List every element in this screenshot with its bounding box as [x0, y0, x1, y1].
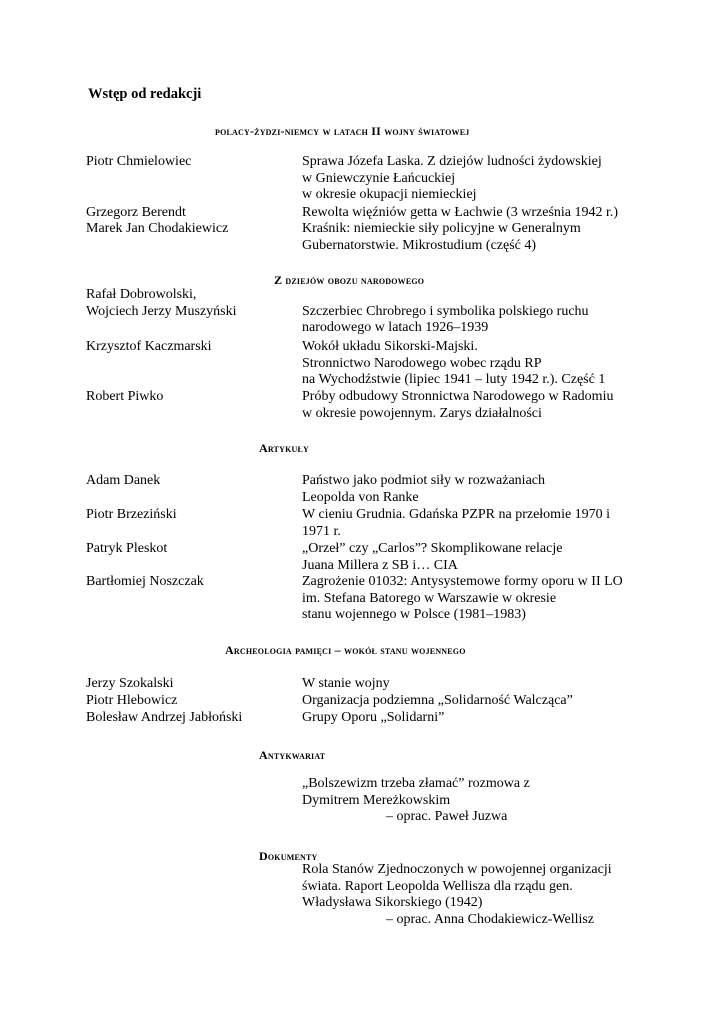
title-line: Kraśnik: niemieckie siły policyjne w Generalnym: [302, 221, 581, 236]
author-name: Krzysztof Kaczmarski: [86, 339, 212, 354]
title-line: im. Stefana Batorego w Warszawie w okresie: [302, 590, 557, 606]
title-line: Grupy Oporu „Solidarni”: [302, 710, 445, 725]
entry-author: [86, 693, 177, 710]
entry-title: [302, 862, 647, 928]
author-name: Adam Danek: [86, 473, 161, 488]
entry-author: [86, 507, 177, 524]
title-line: W stanie wojny: [302, 676, 390, 691]
author-name: Patryk Pleskot: [86, 541, 168, 556]
title-line: W cieniu Grudnia. Gdańska PZPR na przełomie 1970 i: [302, 507, 611, 522]
entry-author: [86, 339, 212, 356]
entry-author: [86, 205, 186, 222]
section-heading: Antykwariat: [259, 748, 326, 762]
author-name: Robert Piwko: [86, 389, 164, 404]
editor-credit: – oprac. Anna Chodakiewicz-Wellisz: [386, 911, 595, 927]
title-line: Sprawa Józefa Laska. Z dziejów ludności żydowskiej: [302, 154, 602, 169]
title-line: Gubernatorstwie. Mikrostudium (część 4): [302, 237, 537, 253]
title-line: Organizacja podziemna „Solidarność Walcząca”: [302, 693, 573, 708]
entry-title: [302, 776, 647, 826]
title-line: Rewolta więźniów getta w Łachwie (3 września 1942 r.): [302, 205, 619, 220]
title-line: Stronnictwo Narodowego wobec rządu RP: [302, 355, 542, 371]
title-line: w Gniewczynie Łańcuckiej: [302, 170, 456, 186]
title-line: „Orzeł” czy „Carlos”? Skomplikowane relacje: [302, 541, 563, 556]
title-line: stanu wojennego w Polsce (1981–1983): [302, 607, 526, 622]
title-line: Rola Stanów Zjednoczonych w powojennej organizacji: [302, 862, 612, 877]
entry-title: [302, 473, 647, 506]
title-line: na Wychodźstwie (lipiec 1941 – luty 1942 r.). Część 1: [302, 372, 606, 387]
author-name: Bolesław Andrzej Jabłoński: [86, 710, 243, 725]
entry-author: [86, 574, 204, 591]
entry-author: [86, 676, 173, 693]
title-line: Szczerbiec Chrobrego i symbolika polskiego ruchu: [302, 303, 589, 319]
entry-title: [302, 507, 647, 540]
title-line: 1971 r.: [302, 523, 341, 539]
author-name: Wojciech Jerzy Muszyński: [86, 303, 237, 319]
author-name: Grzegorz Berendt: [86, 205, 186, 220]
title-line: w okresie powojennym. Zarys działalności: [302, 405, 542, 421]
section-heading: Dokumenty: [259, 849, 318, 863]
entry-author: [86, 287, 237, 320]
entry-author: [86, 541, 167, 558]
entry-title: [302, 710, 647, 727]
editor-credit: – oprac. Paweł Juzwa: [386, 809, 508, 824]
entry-title: [302, 154, 647, 204]
entry-title: [302, 574, 647, 624]
entry-author: [86, 473, 160, 490]
author-name: Rafał Dobrowolski,: [86, 287, 197, 302]
entry-author: [86, 154, 191, 171]
entry-author: [86, 221, 228, 238]
author-name: Piotr Hlebowicz: [86, 693, 178, 708]
entry-title: [302, 676, 647, 693]
title-line: w okresie okupacji niemieckiej: [302, 187, 477, 202]
author-name: Piotr Brzeziński: [86, 507, 177, 522]
author-name: Marek Jan Chodakiewicz: [86, 221, 229, 236]
section-heading: Z dziejów obozu narodowego: [274, 273, 425, 287]
section-heading: Artykuły: [259, 441, 309, 455]
title-line: Władysława Sikorskiego (1942): [302, 895, 483, 910]
author-name: Bartłomiej Noszczak: [86, 574, 204, 589]
title-line: narodowego w latach 1926–1939: [302, 320, 489, 335]
title-line: Juana Millera z SB i… CIA: [302, 557, 458, 573]
title-line: Wokół układu Sikorski-Majski.: [302, 339, 478, 354]
section-heading: polacy-żydzi-niemcy w latach II wojny światowej: [215, 124, 470, 138]
entry-title: [302, 389, 647, 422]
title-line: Próby odbudowy Stronnictwa Narodowego w Radomiu: [302, 389, 614, 404]
title-line: Leopolda von Ranke: [302, 489, 419, 505]
entry-author: [86, 710, 242, 727]
title-line: Państwo jako podmiot siły w rozważaniach: [302, 473, 546, 488]
entry-title: [302, 339, 647, 389]
entry-title: [302, 205, 647, 222]
entry-title: [302, 693, 647, 710]
title-line: Zagrożenie 01032: Antysystemowe formy oporu w II LO: [302, 574, 623, 589]
intro-heading: Wstęp od redakcji: [88, 86, 202, 102]
author-name: Jerzy Szokalski: [86, 676, 174, 691]
title-line: [302, 287, 647, 304]
entry-title: [302, 287, 647, 337]
author-name: Piotr Chmielowiec: [86, 154, 192, 169]
section-heading: Archeologia pamięci – wokół stanu wojennego: [225, 643, 466, 657]
title-line: świata. Raport Leopolda Wellisza dla rządu gen.: [302, 878, 573, 894]
title-line: Dymitrem Mereżkowskim: [302, 792, 451, 808]
entry-title: [302, 221, 647, 254]
entry-title: [302, 541, 647, 574]
title-line: „Bolszewizm trzeba złamać” rozmowa z: [302, 776, 530, 791]
entry-author: [86, 389, 163, 406]
